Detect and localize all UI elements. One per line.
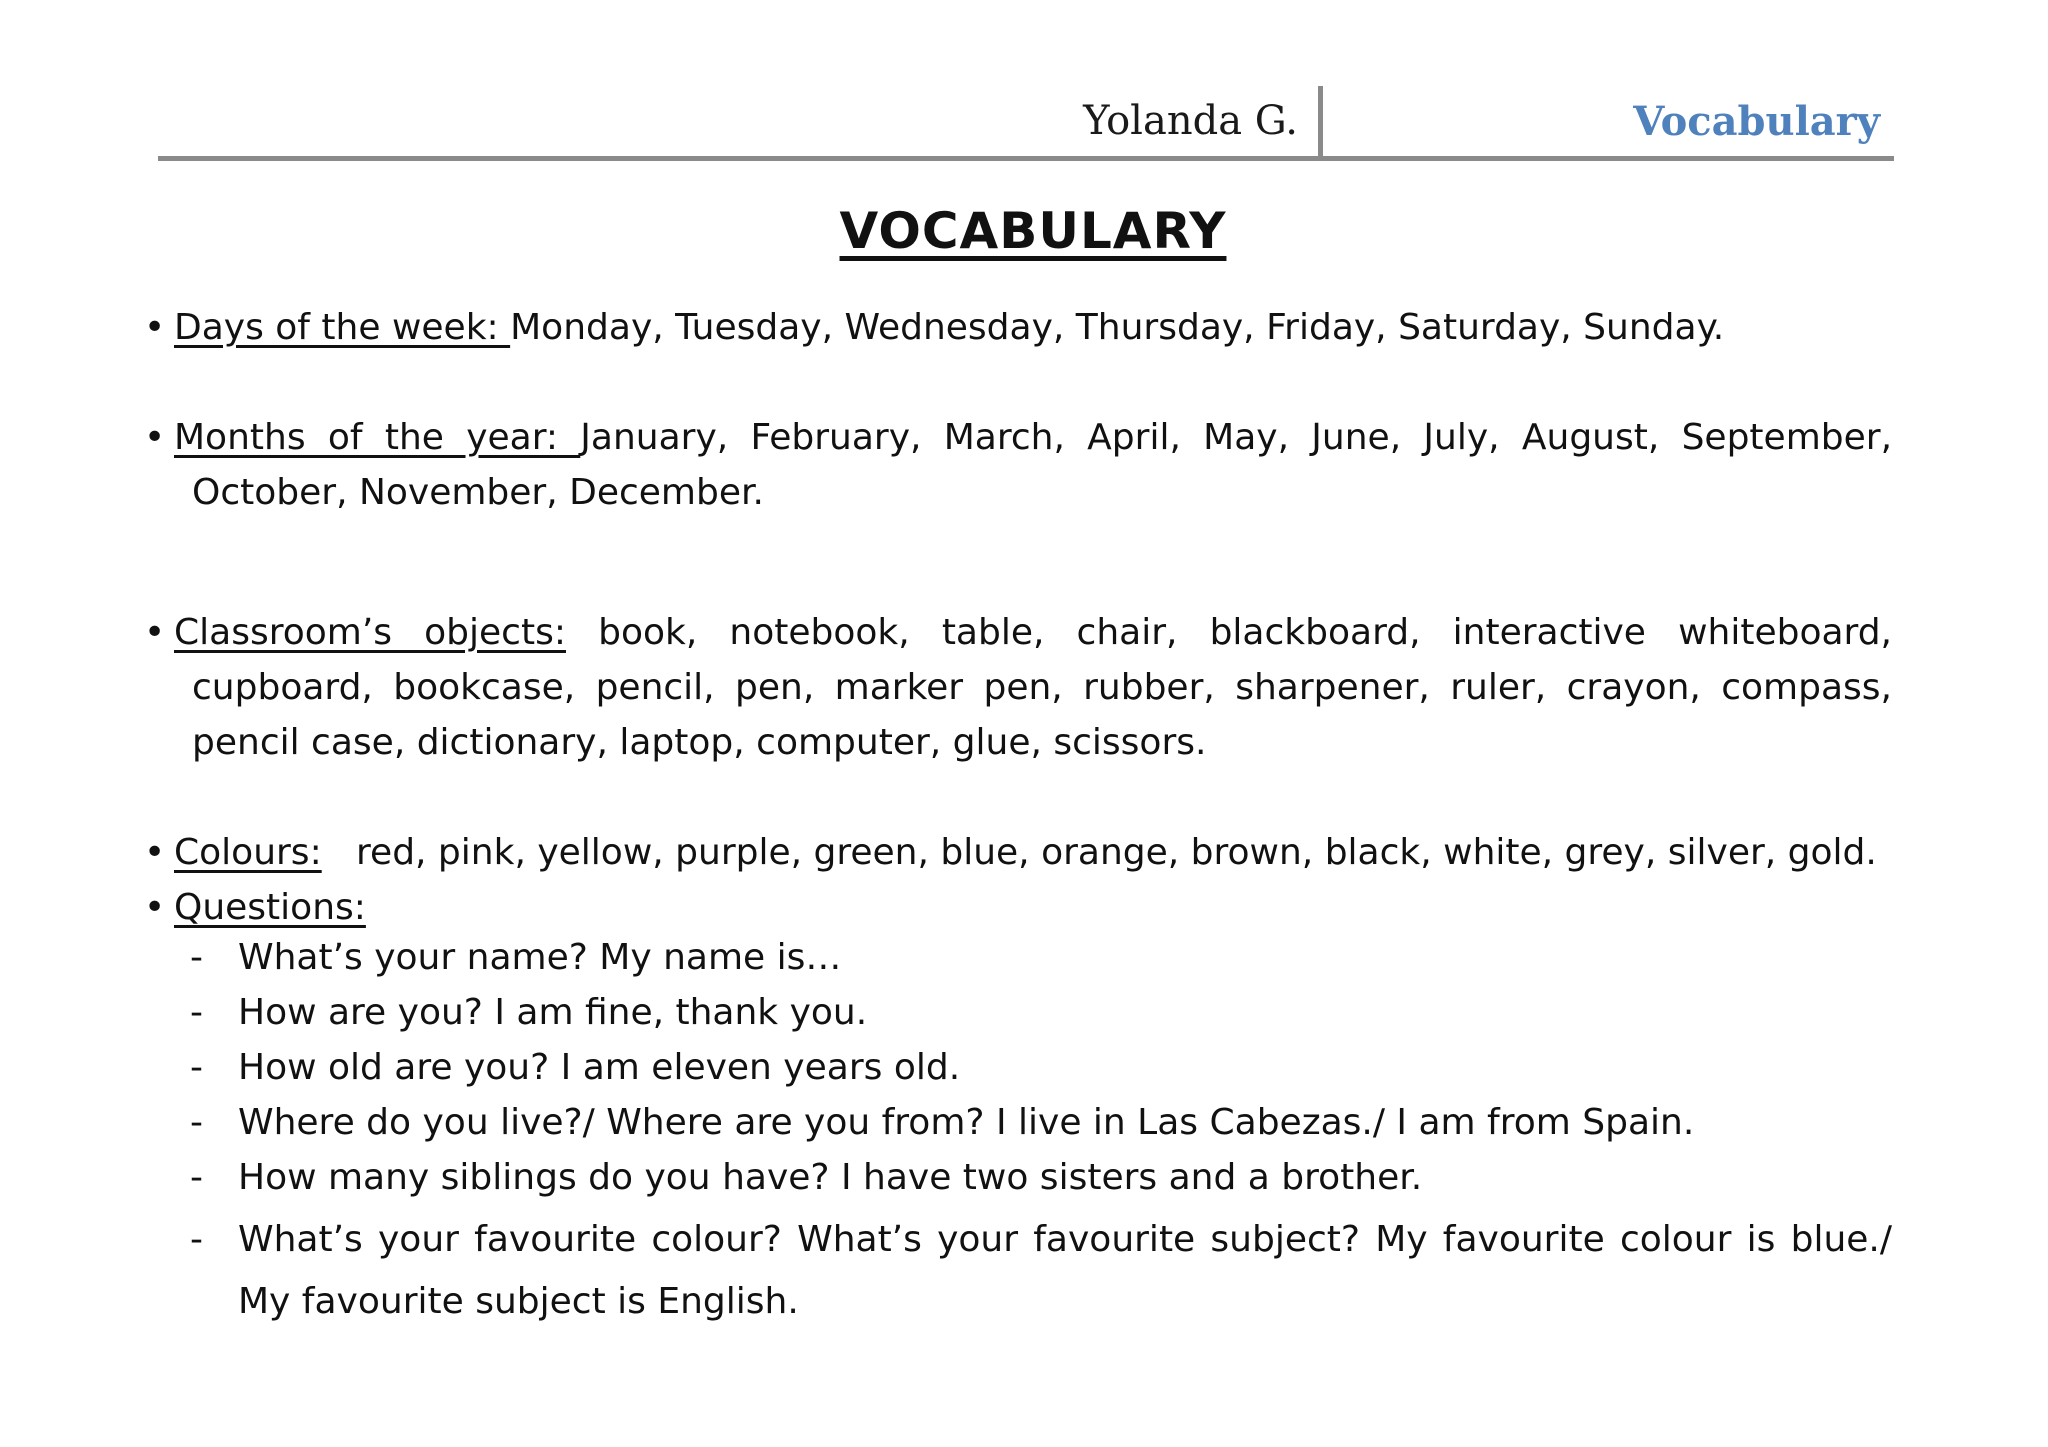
section-classroom-objects	[144, 605, 1892, 770]
questions-list	[190, 930, 1892, 1333]
section-text: Monday, Tuesday, Wednesday, Thursday, Friday, Saturday, Sunday.	[510, 307, 1725, 348]
bullet-icon: •	[144, 832, 166, 873]
list-item	[190, 1209, 1892, 1333]
bullet-icon: •	[144, 417, 166, 458]
bullet-icon: •	[144, 307, 166, 348]
question-text: Where do you live?/ Where are you from? I live in Las Cabezas./ I am from Spain.	[238, 1102, 1695, 1143]
list-item	[190, 1040, 1892, 1095]
list-item	[190, 1150, 1892, 1205]
section-label: Months of the year:	[174, 417, 581, 458]
section-label: Colours:	[174, 832, 322, 873]
section-text: red, pink, yellow, purple, green, blue, orange, brown, black, white, grey, silver, gold.	[321, 832, 1877, 873]
section-colours	[144, 825, 1892, 880]
section-label: Classroom’s objects:	[174, 612, 566, 653]
section-days	[144, 300, 1892, 355]
bullet-icon: •	[144, 612, 166, 653]
document-title: VOCABULARY	[839, 202, 1227, 260]
header-section-title: Vocabulary	[1633, 98, 1880, 145]
dash-marker: -	[190, 1219, 203, 1260]
dash-marker: -	[190, 937, 203, 978]
section-label: Days of the week:	[174, 307, 511, 348]
question-text: How are you? I am fine, thank you.	[238, 992, 868, 1033]
dash-marker: -	[190, 1157, 203, 1198]
dash-marker: -	[190, 1102, 203, 1143]
section-text: January, February, March, April, May, June, July, August, September, October, November, December.	[192, 417, 1893, 513]
section-text: book, notebook, table, chair, blackboard, interactive whiteboard, cupboard, bookcase, pencil, pen, marker pen, rubber, sharpener, ruler, crayon, compass, pencil case, dictionary, laptop, computer, glue, scissors.	[192, 612, 1892, 763]
header-separator	[1318, 86, 1323, 158]
section-label: Questions:	[174, 887, 366, 928]
section-months	[144, 410, 1892, 520]
header-rule	[158, 156, 1894, 161]
question-text: What’s your favourite colour? What’s your favourite subject? My favourite colour is blue./ My favourite subject is English.	[238, 1219, 1892, 1322]
question-text: What’s your name? My name is…	[238, 937, 842, 978]
list-item	[190, 930, 1892, 985]
dash-marker: -	[190, 992, 203, 1033]
page-header	[158, 86, 1894, 160]
list-item	[190, 1095, 1892, 1150]
header-author: Yolanda G.	[1083, 98, 1298, 144]
section-questions	[144, 880, 1892, 935]
bullet-icon: •	[144, 887, 166, 928]
question-text: How many siblings do you have? I have two sisters and a brother.	[238, 1157, 1423, 1198]
question-text: How old are you? I am eleven years old.	[238, 1047, 961, 1088]
dash-marker: -	[190, 1047, 203, 1088]
list-item	[190, 985, 1892, 1040]
